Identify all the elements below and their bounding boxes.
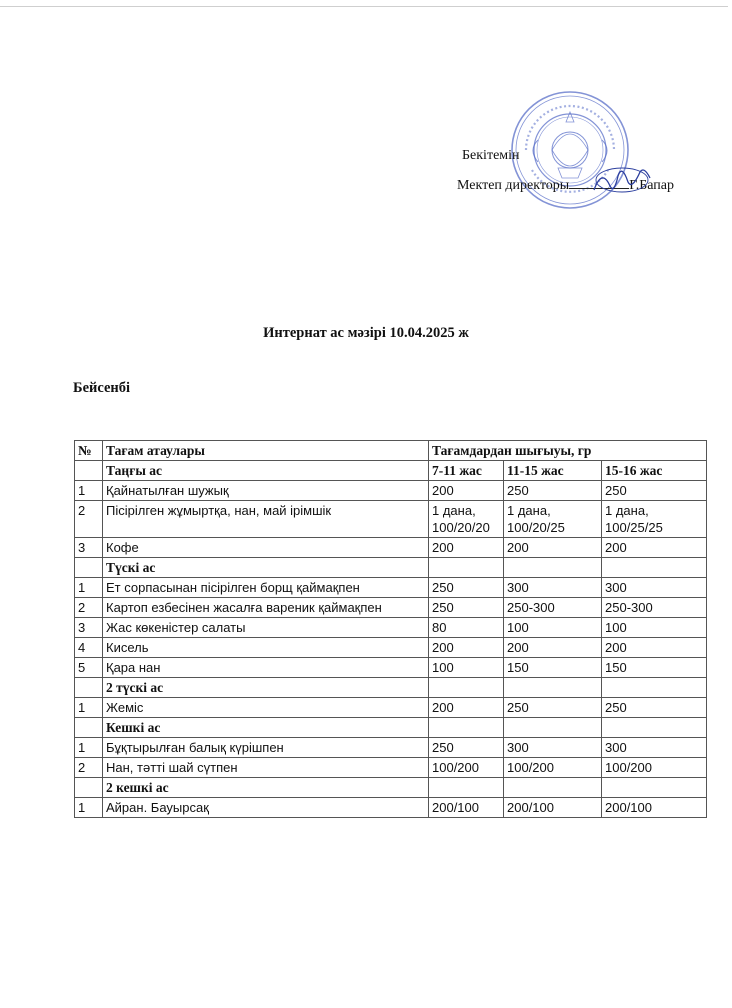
portion-value: 200 bbox=[429, 698, 504, 718]
menu-row bbox=[75, 598, 707, 618]
portion-value: 200/100 bbox=[429, 798, 504, 818]
portion-value: 250 bbox=[602, 481, 707, 501]
dish-name: Қайнатылған шужық bbox=[103, 481, 429, 501]
dish-name: Пісірілген жұмыртқа, нан, май ірімшік bbox=[103, 501, 429, 538]
director-name: Г.Бапар bbox=[629, 178, 675, 193]
portion-value: 100/200 bbox=[504, 758, 602, 778]
page-title: Интернат ас мәзірі 10.04.2025 ж bbox=[263, 325, 469, 341]
row-no: 4 bbox=[75, 638, 103, 658]
age-group-header: 11-15 жас bbox=[504, 461, 602, 481]
empty-cell bbox=[429, 678, 504, 698]
menu-row bbox=[75, 501, 707, 538]
dish-name: Нан, тәтті шай сүтпен bbox=[103, 758, 429, 778]
portion-value: 200 bbox=[429, 538, 504, 558]
menu-row bbox=[75, 738, 707, 758]
row-no: 3 bbox=[75, 538, 103, 558]
portion-value: 200/100 bbox=[504, 798, 602, 818]
empty-cell bbox=[504, 718, 602, 738]
portion-value: 200/100 bbox=[602, 798, 707, 818]
empty-cell bbox=[602, 558, 707, 578]
dish-name: Жеміс bbox=[103, 698, 429, 718]
row-no: 1 bbox=[75, 738, 103, 758]
section-row bbox=[75, 718, 707, 738]
portion-value: 300 bbox=[602, 738, 707, 758]
section-no bbox=[75, 558, 103, 578]
dish-name: Картоп езбесінен жасалға вареник қаймақпен bbox=[103, 598, 429, 618]
portion-value: 150 bbox=[504, 658, 602, 678]
scan-edge-line bbox=[0, 6, 728, 7]
portion-value: 200 bbox=[504, 638, 602, 658]
portion-value: 300 bbox=[504, 738, 602, 758]
portion-value: 80 bbox=[429, 618, 504, 638]
portion-value: 100 bbox=[504, 618, 602, 638]
row-no: 2 bbox=[75, 758, 103, 778]
section-row bbox=[75, 461, 707, 481]
portion-value: 250 bbox=[504, 481, 602, 501]
empty-cell bbox=[504, 558, 602, 578]
portion-value: 250 bbox=[429, 578, 504, 598]
menu-row bbox=[75, 538, 707, 558]
portion-value: 100 bbox=[429, 658, 504, 678]
section-row bbox=[75, 678, 707, 698]
empty-cell bbox=[504, 678, 602, 698]
dish-name: Бұқтырылған балық күрішпен bbox=[103, 738, 429, 758]
portion-value: 150 bbox=[602, 658, 707, 678]
portion-value: 250-300 bbox=[504, 598, 602, 618]
section-no bbox=[75, 778, 103, 798]
portion-value: 100 bbox=[602, 618, 707, 638]
portion-value: 200 bbox=[429, 638, 504, 658]
menu-row bbox=[75, 758, 707, 778]
portion-value: 250 bbox=[504, 698, 602, 718]
menu-row bbox=[75, 481, 707, 501]
menu-row bbox=[75, 798, 707, 818]
row-no: 1 bbox=[75, 578, 103, 598]
portion-value: 200 bbox=[429, 481, 504, 501]
dish-name: Айран. Бауырсақ bbox=[103, 798, 429, 818]
empty-cell bbox=[602, 718, 707, 738]
empty-cell bbox=[429, 558, 504, 578]
section-no bbox=[75, 678, 103, 698]
portion-value: 250 bbox=[429, 598, 504, 618]
row-no: 1 bbox=[75, 481, 103, 501]
section-name: Таңғы ас bbox=[103, 461, 429, 481]
section-name: 2 кешкі ас bbox=[103, 778, 429, 798]
portion-value: 200 bbox=[602, 538, 707, 558]
portion-value: 200 bbox=[504, 538, 602, 558]
portion-value: 1 дана, 100/25/25 bbox=[602, 501, 707, 538]
portion-value: 300 bbox=[602, 578, 707, 598]
portion-value: 100/200 bbox=[602, 758, 707, 778]
section-row bbox=[75, 558, 707, 578]
menu-row bbox=[75, 578, 707, 598]
section-name: 2 түскі ас bbox=[103, 678, 429, 698]
approved-label: Бекітемін bbox=[462, 148, 520, 163]
menu-table bbox=[74, 440, 707, 818]
day-of-week: Бейсенбі bbox=[73, 380, 131, 396]
row-no: 2 bbox=[75, 501, 103, 538]
portion-value: 100/200 bbox=[429, 758, 504, 778]
director-label: Мектеп директоры bbox=[457, 178, 570, 193]
header-no: № bbox=[75, 441, 103, 461]
age-group-header: 15-16 жас bbox=[602, 461, 707, 481]
portion-value: 200 bbox=[602, 638, 707, 658]
row-no: 1 bbox=[75, 798, 103, 818]
menu-row bbox=[75, 698, 707, 718]
empty-cell bbox=[429, 718, 504, 738]
section-name: Түскі ас bbox=[103, 558, 429, 578]
header-row bbox=[75, 441, 707, 461]
menu-row bbox=[75, 638, 707, 658]
signature-icon bbox=[588, 160, 658, 200]
dish-name: Қара нан bbox=[103, 658, 429, 678]
age-group-header: 7-11 жас bbox=[429, 461, 504, 481]
portion-value: 250-300 bbox=[602, 598, 707, 618]
row-no: 5 bbox=[75, 658, 103, 678]
empty-cell bbox=[504, 778, 602, 798]
menu-row bbox=[75, 658, 707, 678]
section-row bbox=[75, 778, 707, 798]
header-dish: Тағам атаулары bbox=[103, 441, 429, 461]
row-no: 3 bbox=[75, 618, 103, 638]
dish-name: Кисель bbox=[103, 638, 429, 658]
header-output: Тағамдардан шығыуы, гр bbox=[429, 441, 707, 461]
portion-value: 300 bbox=[504, 578, 602, 598]
menu-row bbox=[75, 618, 707, 638]
section-name: Кешкі ас bbox=[103, 718, 429, 738]
portion-value: 1 дана, 100/20/20 bbox=[429, 501, 504, 538]
portion-value: 250 bbox=[429, 738, 504, 758]
row-no: 2 bbox=[75, 598, 103, 618]
section-no bbox=[75, 461, 103, 481]
row-no: 1 bbox=[75, 698, 103, 718]
dish-name: Ет сорпасынан пісірілген борщ қаймақпен bbox=[103, 578, 429, 598]
portion-value: 250 bbox=[602, 698, 707, 718]
portion-value: 1 дана, 100/20/25 bbox=[504, 501, 602, 538]
empty-cell bbox=[602, 778, 707, 798]
dish-name: Жас көкеністер салаты bbox=[103, 618, 429, 638]
empty-cell bbox=[429, 778, 504, 798]
empty-cell bbox=[602, 678, 707, 698]
section-no bbox=[75, 718, 103, 738]
dish-name: Кофе bbox=[103, 538, 429, 558]
